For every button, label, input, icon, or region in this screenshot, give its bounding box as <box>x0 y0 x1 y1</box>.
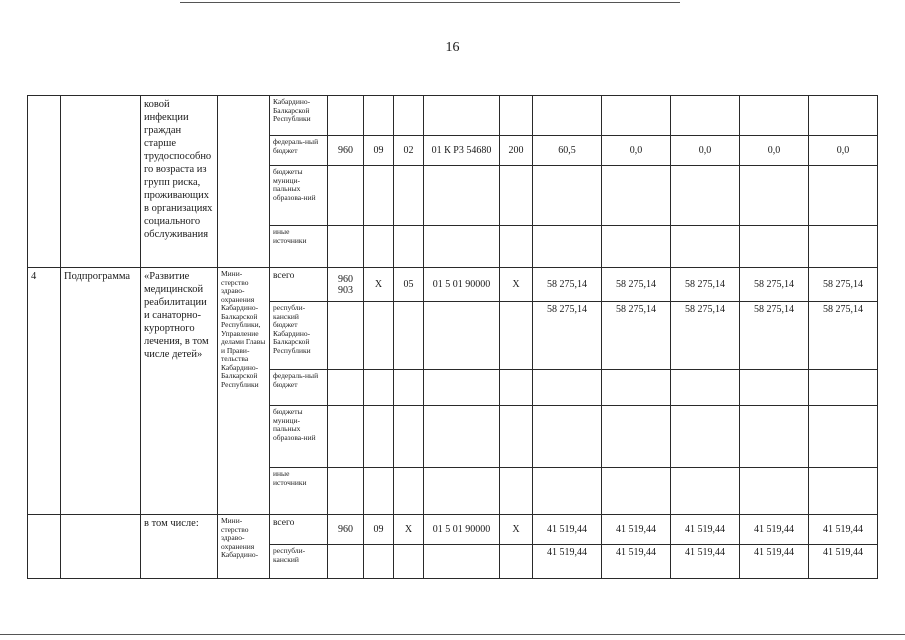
cell-executor <box>218 96 270 268</box>
cell-name: в том числе: <box>141 515 218 579</box>
cell-value: 58 275,14 <box>740 268 809 302</box>
cell-value: 58 275,14 <box>602 268 671 302</box>
cell-value: 58 275,14 <box>533 268 602 302</box>
cell-value: 41 519,44 <box>809 545 878 579</box>
cell-value: 60,5 <box>533 136 602 166</box>
cell-num: 4 <box>28 268 61 515</box>
cell-value: 0,0 <box>809 136 878 166</box>
program-table <box>27 95 878 579</box>
cell-pr: 05 <box>394 268 424 302</box>
cell-value: 58 275,14 <box>809 268 878 302</box>
cell-name: ковой инфекции граждан старше трудоспособно го возраста из групп риска, проживающих в организациях социального обслуживания <box>141 96 218 268</box>
cell-vr: Х <box>500 515 533 545</box>
scan-top-line <box>180 2 680 3</box>
page-number: 16 <box>445 40 460 55</box>
cell-value: 58 275,14 <box>740 302 809 370</box>
cell-executor: Мини-стерство здраво-охранения Кабардино- <box>218 515 270 579</box>
cell-value: 41 519,44 <box>533 515 602 545</box>
cell-pr: Х <box>394 515 424 545</box>
cell-num <box>28 96 61 268</box>
cell-source: бюджеты муници-пальных образова-ний <box>270 406 328 468</box>
cell-source: бюджеты муници-пальных образова-ний <box>270 166 328 226</box>
table-row <box>28 96 878 136</box>
cell-rz: 09 <box>364 515 394 545</box>
cell-status: Подпрограмма <box>61 268 141 515</box>
cell-value: 41 519,44 <box>602 545 671 579</box>
cell-grbs: 960 903 <box>328 268 364 302</box>
cell-csr: 01 5 01 90000 <box>424 515 500 545</box>
cell-executor: Мини-стерство здраво-охранения Кабардино-Балкарской Республики, Управление делами Главы и Прави-тельства Кабардино-Балкарской Республики <box>218 268 270 515</box>
cell-value: 58 275,14 <box>671 268 740 302</box>
table-row <box>28 515 878 545</box>
cell-value: 41 519,44 <box>533 545 602 579</box>
table-row <box>28 268 878 302</box>
cell-vr: Х <box>500 268 533 302</box>
cell-value: 41 519,44 <box>740 515 809 545</box>
cell-source: Кабардино-Балкарской Республики <box>270 96 328 136</box>
cell-source: федераль-ный бюджет <box>270 370 328 406</box>
cell-grbs: 960 <box>328 136 364 166</box>
cell-rz: 09 <box>364 136 394 166</box>
cell-value: 0,0 <box>602 136 671 166</box>
cell-value: 58 275,14 <box>809 302 878 370</box>
cell-grbs: 960 <box>328 515 364 545</box>
cell-num <box>28 515 61 579</box>
cell-value: 58 275,14 <box>533 302 602 370</box>
cell-csr: 01 5 01 90000 <box>424 268 500 302</box>
cell-pr: 02 <box>394 136 424 166</box>
cell-status <box>61 96 141 268</box>
cell-csr: 01 К Р3 54680 <box>424 136 500 166</box>
cell-value: 41 519,44 <box>602 515 671 545</box>
cell-vr: 200 <box>500 136 533 166</box>
cell-source: республи-канский <box>270 545 328 579</box>
scan-bottom-line <box>0 634 905 635</box>
cell-value: 41 519,44 <box>740 545 809 579</box>
cell-value: 58 275,14 <box>602 302 671 370</box>
cell-value: 58 275,14 <box>671 302 740 370</box>
cell-value: 0,0 <box>740 136 809 166</box>
cell-source: федераль-ный бюджет <box>270 136 328 166</box>
cell-source: республи-канский бюджет Кабардино-Балкарской Республики <box>270 302 328 370</box>
cell-value: 41 519,44 <box>671 515 740 545</box>
cell-source: всего <box>270 268 328 302</box>
cell-value: 41 519,44 <box>671 545 740 579</box>
cell-value: 0,0 <box>671 136 740 166</box>
cell-source: иные источники <box>270 226 328 268</box>
cell-source: иные источники <box>270 468 328 515</box>
cell-status <box>61 515 141 579</box>
cell-name: «Развитие медицинской реабилитации и санаторно-курортного лечения, в том числе детей» <box>141 268 218 515</box>
cell-source: всего <box>270 515 328 545</box>
cell-rz: Х <box>364 268 394 302</box>
cell-value: 41 519,44 <box>809 515 878 545</box>
